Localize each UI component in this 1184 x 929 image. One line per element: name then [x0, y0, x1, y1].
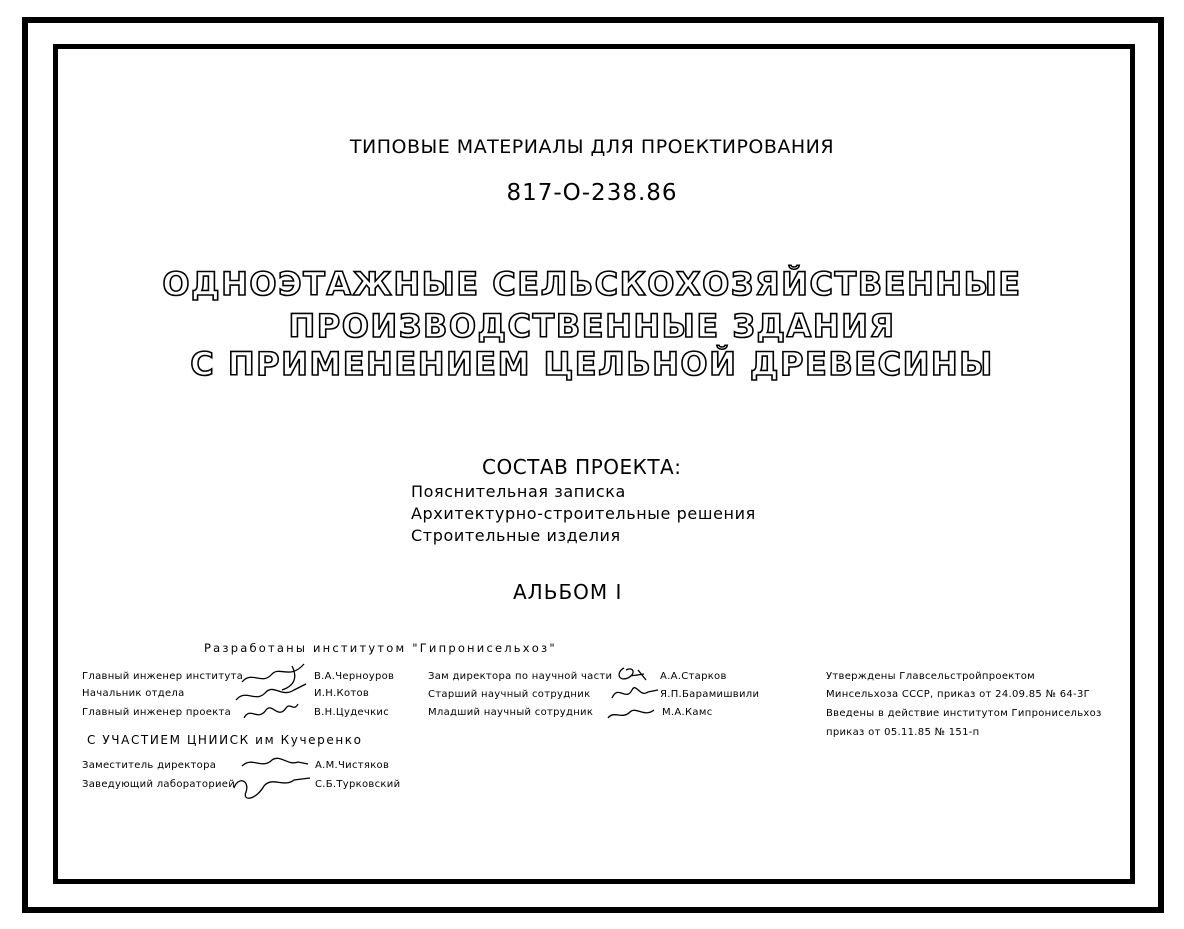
contents-item: Строительные изделия [411, 526, 621, 545]
participation-heading: С УЧАСТИЕМ ЦНИИСК им Кучеренко [87, 733, 363, 747]
approval-line: Утверждены Главсельстройпроектом [826, 671, 1036, 682]
signatory-name: И.Н.Котов [314, 688, 370, 699]
signatory-name: Я.П.Барамишвили [660, 689, 760, 700]
handwritten-signature [228, 752, 312, 807]
signatory-role: Младший научный сотрудник [428, 707, 594, 718]
contents-item: Пояснительная записка [411, 482, 626, 501]
signatory-name: М.А.Камс [662, 707, 713, 718]
signatory-role: Начальник отдела [82, 688, 185, 699]
title-line-1: ОДНОЭТАЖНЫЕ СЕЛЬСКОХОЗЯЙСТВЕННЫЕ [162, 265, 1022, 303]
album-label: АЛЬБОМ I [513, 580, 623, 604]
contents-heading: СОСТАВ ПРОЕКТА: [482, 455, 682, 479]
handwritten-signature [604, 662, 664, 722]
signatory-role: Главный инженер проекта [82, 707, 232, 718]
signatory-role: Заместитель директора [82, 760, 217, 771]
signatory-name: В.А.Черноyров [314, 671, 395, 682]
signatory-role: Зам директора по научной части [428, 671, 613, 682]
signatory-role: Заведующий лабораторией [82, 779, 236, 790]
handwritten-signature [232, 660, 312, 725]
developed-by: Разработаны институтом "Гипронисельхоз" [204, 641, 557, 655]
title-line-3: С ПРИМЕНЕНИЕМ ЦЕЛЬНОЙ ДРЕВЕСИНЫ [190, 345, 994, 383]
approval-line: Введены в действие институтом Гипронисельхоз [826, 708, 1102, 719]
title-line-2: ПРОИЗВОДСТВЕННЫЕ ЗДАНИЯ [288, 307, 896, 345]
signatory-name: А.М.Чистяков [315, 760, 390, 771]
document-code: 817-О-238.86 [506, 180, 678, 206]
series-heading: ТИПОВЫЕ МАТЕРИАЛЫ ДЛЯ ПРОЕКТИРОВАНИЯ [349, 136, 835, 158]
approval-line: приказ от 05.11.85 № 151-п [826, 727, 980, 738]
signatory-name: В.Н.Цудечкис [314, 707, 390, 718]
signatory-role: Главный инженер института [82, 671, 244, 682]
approval-line: Минсельхоза СССР, приказ от 24.09.85 № 64-3Г [826, 689, 1091, 700]
signatory-name: А.А.Старков [660, 671, 727, 682]
signatory-role: Старший научный сотрудник [428, 689, 591, 700]
signatory-name: С.Б.Турковский [315, 779, 401, 790]
contents-item: Архитектурно-строительные решения [411, 504, 756, 523]
